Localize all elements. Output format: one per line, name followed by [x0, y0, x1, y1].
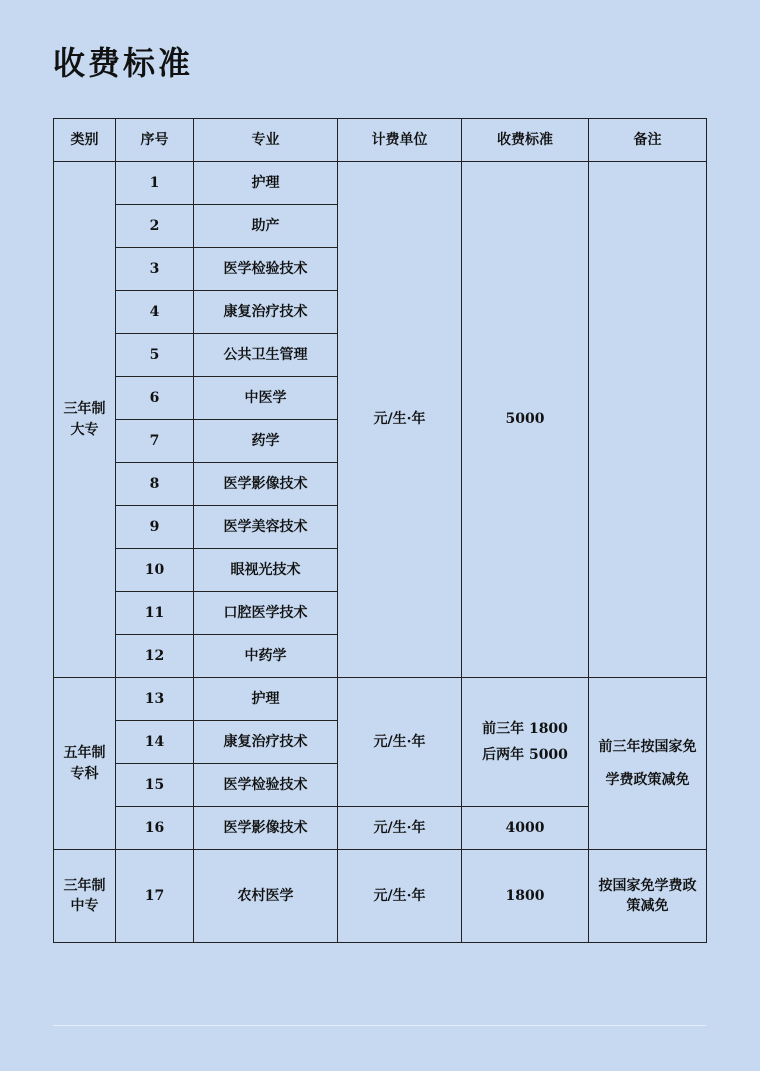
fee-cell: 5000 [462, 162, 589, 678]
table-header-row [54, 119, 707, 162]
note-cell [589, 162, 707, 678]
row-major: 医学检验技术 [194, 764, 338, 807]
row-number: 10 [116, 549, 194, 592]
unit-cell: 元/生·年 [338, 850, 462, 943]
row-number: 16 [116, 807, 194, 850]
row-number: 7 [116, 420, 194, 463]
fee-table [53, 118, 707, 943]
fee-cell: 前三年 1800 后两年 5000 [462, 678, 589, 807]
row-major: 农村医学 [194, 850, 338, 943]
row-major: 公共卫生管理 [194, 334, 338, 377]
row-number: 3 [116, 248, 194, 291]
row-major: 医学美容技术 [194, 506, 338, 549]
table-row [54, 162, 707, 205]
row-major: 医学影像技术 [194, 807, 338, 850]
category-cell: 三年制 中专 [54, 850, 116, 943]
row-number: 12 [116, 635, 194, 678]
row-number: 15 [116, 764, 194, 807]
row-number: 5 [116, 334, 194, 377]
row-number: 14 [116, 721, 194, 764]
note-cell: 前三年按国家免 学费政策减免 [589, 678, 707, 850]
table-row [54, 678, 707, 721]
row-major: 护理 [194, 162, 338, 205]
row-number: 2 [116, 205, 194, 248]
unit-cell: 元/生·年 [338, 678, 462, 807]
table-row [54, 850, 707, 943]
row-major: 康复治疗技术 [194, 291, 338, 334]
category-cell: 五年制 专科 [54, 678, 116, 850]
header-number: 序号 [116, 119, 194, 162]
unit-cell: 元/生·年 [338, 807, 462, 850]
row-number: 4 [116, 291, 194, 334]
row-number: 1 [116, 162, 194, 205]
header-note: 备注 [589, 119, 707, 162]
row-number: 8 [116, 463, 194, 506]
fee-cell: 4000 [462, 807, 589, 850]
unit-cell: 元/生·年 [338, 162, 462, 678]
row-number: 9 [116, 506, 194, 549]
row-major: 康复治疗技术 [194, 721, 338, 764]
page-title: 收费标准 [53, 44, 194, 82]
category-cell: 三年制 大专 [54, 162, 116, 678]
row-major: 医学影像技术 [194, 463, 338, 506]
bottom-rule [53, 1025, 706, 1026]
row-major: 口腔医学技术 [194, 592, 338, 635]
row-number: 17 [116, 850, 194, 943]
row-major: 眼视光技术 [194, 549, 338, 592]
row-major: 中医学 [194, 377, 338, 420]
row-major: 护理 [194, 678, 338, 721]
row-number: 6 [116, 377, 194, 420]
row-major: 助产 [194, 205, 338, 248]
row-major: 医学检验技术 [194, 248, 338, 291]
note-cell: 按国家免学费政 策减免 [589, 850, 707, 943]
row-number: 11 [116, 592, 194, 635]
header-unit: 计费单位 [338, 119, 462, 162]
fee-cell: 1800 [462, 850, 589, 943]
header-category: 类别 [54, 119, 116, 162]
row-number: 13 [116, 678, 194, 721]
row-major: 中药学 [194, 635, 338, 678]
header-major: 专业 [194, 119, 338, 162]
row-major: 药学 [194, 420, 338, 463]
header-fee: 收费标准 [462, 119, 589, 162]
